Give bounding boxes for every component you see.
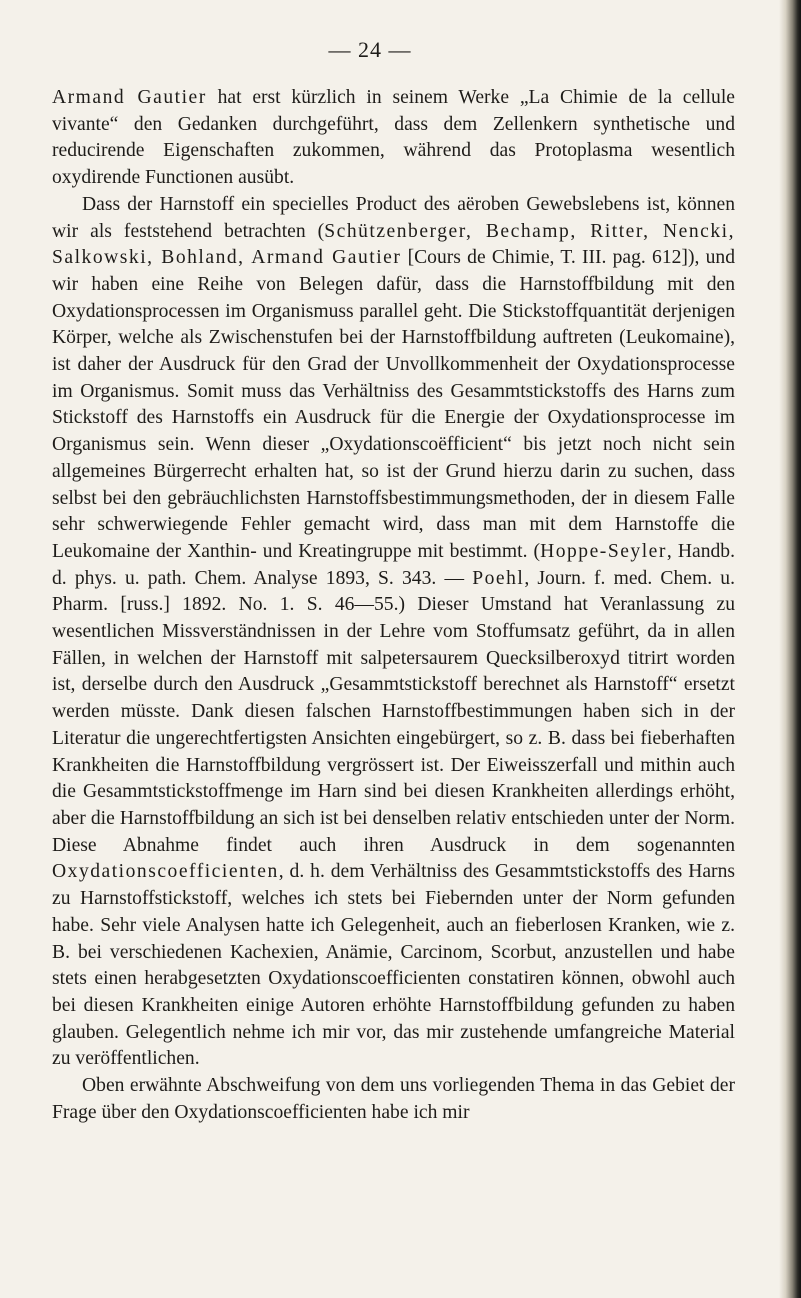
text-segment: , Journ. f. med. Chem. u. Pharm. [russ.] 1892. No. 1. S. 46—55.) Dieser Umstand hat Veranlassung zu wesentlichen Missverständnissen in der Lehre vom Stoffumsatz geführt, da in allen Fällen, in welchen der Harnstoff mit salpetersaurem Quecksilberoxyd titrirt worden ist, derselbe durch den Ausdruck „Gesammtstickstoff berechnet als Harnstoff“ ersetzt werden müsste. Dank diesen falschen Harnstoffbestimmungen haben sich in der Literatur die ungerechtfertigsten Ansichten eingebürgert, so z. B. dass bei fieberhaften Krankheiten die Harnstoffbildung vergrössert ist. Der Eiweisszerfall und mithin auch die Gesammtstickstoffmenge im Harn sind bei diesen Krankheiten allerdings erhöht, aber die Harnstoffbildung an sich ist bei denselben relativ entschieden unter der Norm. Diese Abnahme findet auch ihren Ausdruck in dem sogenannten xyxy=(52,567,735,856)
paragraph-1 xyxy=(52,85,735,192)
text-segment: [Cours de Chimie, T. III. pag. 612]), und wir haben eine Reihe von Belegen dafür, dass die Harnstoffbildung mit den Oxydationsprocessen im Organismuss parallel geht. Die Stickstoffquantität derjenigen Körper, welche als Zwischenstufen bei der Harnstoffbildung auftreten (Leukomaine), ist daher der Ausdruck für den Grad der Unvollkommenheit der Oxydationsprocesse im Organismus. Somit muss das Verhältniss des Gesammtstickstoffs des Harns zum Stickstoff des Harnstoffs ein Ausdruck für die Energie der Oxydationsprocesse im Organismus sein. Wenn dieser „Oxydationscoëfficient“ bis jetzt noch nicht sein allgemeines Bürgerrecht erhalten hat, so ist der Grund hierzu darin zu suchen, dass selbst bei den gebräuchlichsten Harnstoffsbestimmungsmethoden, der in diesem Falle sehr schwerwiegende Fehler gemacht wird, dass man mit dem Harnstoffe die Leukomaine der Xanthin- und Kreatingruppe mit bestimmt. ( xyxy=(52,247,735,562)
author-name: Poehl xyxy=(472,567,525,589)
paragraph-2 xyxy=(52,192,735,1073)
author-name: Hoppe-Seyler xyxy=(540,540,667,562)
page-number: — 24 — xyxy=(328,37,412,62)
text-segment: , d. h. dem Verhältniss des Gesammtstickstoffs des Harns zu Harnstoffstickstoff, welches ich stets bei Fiebernden unter der Norm gefunden habe. Sehr viele Analysen hatte ich Gelegenheit, auch an fieberlosen Kranken, wie z. B. bei verschiedenen Kachexien, Anämie, Carcinom, Scorbut, anzustellen und habe stets einen herabgesetzten Oxydationscoefficienten constatiren können, obwohl auch bei diesen Krankheiten einige Autoren erhöhte Harnstoffbildung gefunden zu haben glauben. Gelegentlich nehme ich mir vor, das mir zustehende umfangreiche Material zu veröffentlichen. xyxy=(52,861,735,1070)
emphasized-term: Oxydationscoefficienten xyxy=(52,861,279,883)
body-text xyxy=(52,85,735,1126)
text-segment: Oben erwähnte Abschweifung von dem uns vorliegenden Thema in das Gebiet der Frage über den Oxydationscoefficienten habe ich mir xyxy=(52,1075,735,1123)
text-segment: , Handb. d. phys. u. path. Chem. Analyse 1893, S. 343. — xyxy=(52,540,735,589)
author-names: Schützenberger, Bechamp, Ritter, Nencki, Salkowski, Bohland, Armand Gautier xyxy=(52,220,735,269)
paragraph-3 xyxy=(52,1073,735,1126)
page-binding-edge xyxy=(779,0,801,1298)
text-segment: Dass der Harnstoff ein specielles Product des aëroben Gewebslebens ist, können wir als feststehend betrachten ( xyxy=(52,193,735,242)
author-name: Armand Gautier xyxy=(52,87,207,108)
text-segment: hat erst kürzlich in seinem Werke „La Chimie de la cellule vivante“ den Gedanken durchgeführt, dass dem Zellenkern synthetische und reducirende Eigenschaften zukommen, während das Protoplasma wesentlich oxydirende Functionen ausübt. xyxy=(52,87,735,189)
